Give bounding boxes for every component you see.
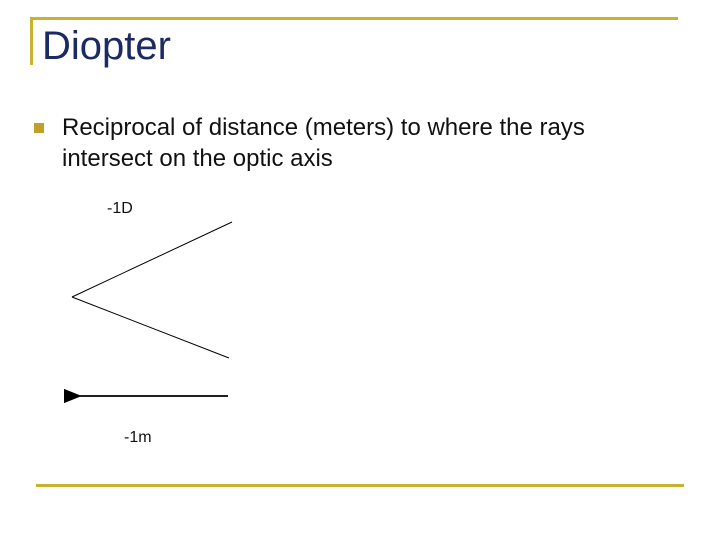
slide-title: Diopter [42,24,171,68]
bullet-text: Reciprocal of distance (meters) to where the rays intersect on the optic axis [62,114,585,172]
distance-label: -1m [124,429,152,446]
lower-ray-line [72,297,229,358]
power-label: -1D [107,200,133,217]
upper-ray-line [72,222,232,297]
